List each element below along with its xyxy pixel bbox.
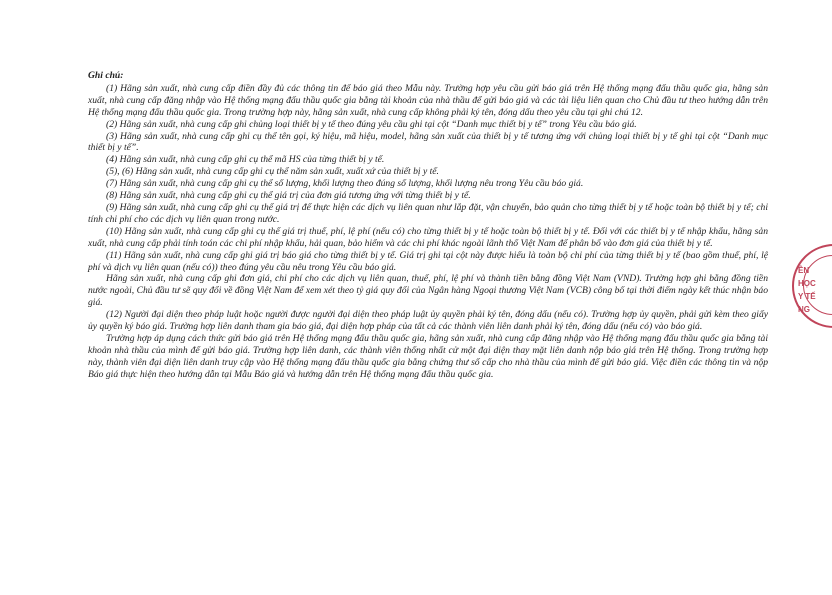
note-paragraph: (7) Hãng sản xuất, nhà cung cấp ghi cụ thể số lượng, khối lượng theo đúng số lượng, khối lượng nêu trong Yêu cầu báo giá. (106, 178, 584, 190)
note-paragraph: (9) Hãng sản xuất, nhà cung cấp ghi cụ thể giá trị để thực hiện các dịch vụ liên quan như lắp đặt, vận chuyển, bảo quản cho từng thiết bị y tế hoặc toàn bộ thiết bị y tế; chi tính chi phí cho các dịch vụ liên quan trong nước. (88, 201, 768, 225)
note-paragraph: (10) Hãng sản xuất, nhà cung cấp ghi cụ thể giá trị thuế, phí, lệ phí (nếu có) cho từng thiết bị y tế hoặc toàn bộ thiết bị y tế. Đối với các thiết bị y tế nhập khẩu, hãng sản xuất, nhà cung cấp phải tính toán các chi phí nhập khẩu, hải quan, bảo hiểm và các chi phí khác ngoài lãnh thổ Việt Nam để phân bổ vào đơn giá của thiết bị y tế. (88, 225, 768, 249)
note-paragraph: (2) Hãng sản xuất, nhà cung cấp ghi chủng loại thiết bị y tế theo đúng yêu cầu ghi tại cột “Danh mục thiết bị y tế” trong Yêu cầu báo giá. (106, 118, 637, 130)
red-seal-stamp (792, 244, 832, 328)
stamp-line: NG (798, 305, 810, 314)
stamp-text (798, 264, 828, 316)
stamp-line: HỌC (798, 279, 816, 288)
note-paragraph: (1) Hãng sản xuất, nhà cung cấp điền đầy đủ các thông tin để báo giá theo Mẫu này. Trường hợp yêu cầu gửi báo giá trên Hệ thống mạng đấu thầu quốc gia, hãng sản xuất, nhà cung cấp đăng nhập vào Hệ thống mạng đấu thầu quốc gia bằng tài khoản của nhà thầu để gửi báo giá và các tài liệu liên quan cho Chủ đầu tư theo hướng dẫn trên Hệ thống mạng đấu thầu quốc gia. Trong trường hợp này, hãng sản xuất, nhà cung cấp không phải ký tên, đóng dấu theo yêu cầu tại ghi chú 12. (88, 82, 768, 118)
note-paragraph: (8) Hãng sản xuất, nhà cung cấp ghi cụ thể giá trị của đơn giá tương ứng với từng thiết bị y tế. (106, 190, 471, 202)
stamp-line: Y TẾ (798, 292, 816, 301)
note-paragraph: Hãng sản xuất, nhà cung cấp ghi đơn giá, chi phí cho các dịch vụ liên quan, thuế, phí, lệ phí và thành tiền bằng đồng Việt Nam (VND). Trường hợp ghi bằng đồng tiền nước ngoài, Chủ đầu tư sẽ quy đổi về đồng Việt Nam để xem xét theo tỷ giá quy đổi của Ngân hàng Ngoại thương Việt Nam (VCB) công bố tại thời điểm ngày kết thúc nhận báo giá. (88, 273, 768, 309)
notes-title: Ghi chú: (88, 70, 124, 81)
stamp-line: ÊN (798, 266, 810, 275)
note-paragraph: (4) Hãng sản xuất, nhà cung cấp ghi cụ thể mã HS của từng thiết bị y tế. (106, 154, 385, 166)
note-paragraph: (12) Người đại diện theo pháp luật hoặc người được người đại diện theo pháp luật ủy quyền phải ký tên, đóng dấu (nếu có). Trường hợp ủy quyền, phải gửi kèm theo giấy ủy quyền ký báo giá. Trường hợp liên danh tham gia báo giá, đại diện hợp pháp của tất cả các thành viên liên danh phải ký tên, đóng dấu (nếu có) vào báo giá. (88, 309, 768, 333)
note-paragraph: Trường hợp áp dụng cách thức gửi báo giá trên Hệ thống mạng đấu thầu quốc gia, hãng sản xuất, nhà cung cấp đăng nhập vào Hệ thống mạng đấu thầu quốc gia bằng tài khoản nhà thầu của mình để gửi báo giá. Trường hợp liên danh, các thành viên thống nhất cử một đại diện thay mặt liên danh nộp báo giá trên Hệ thống. Trong trường hợp này, thành viên đại diện liên danh truy cập vào Hệ thống mạng đấu thầu quốc gia bằng chứng thư số cấp cho nhà thầu của mình để gửi báo giá. Việc điền các thông tin và nộp Báo giá thực hiện theo hướng dẫn tại Mẫu Báo giá và hướng dẫn trên Hệ thống mạng đấu thầu quốc gia. (88, 332, 768, 380)
note-paragraph: (3) Hãng sản xuất, nhà cung cấp ghi cụ thể tên gọi, ký hiệu, mã hiệu, model, hãng sản xuất của thiết bị y tế tương ứng với chủng loại thiết bị y tế ghi tại cột “Danh mục thiết bị y tế”. (88, 130, 768, 154)
notes-section (88, 70, 768, 381)
note-paragraph: (5), (6) Hãng sản xuất, nhà cung cấp ghi cụ thể năm sản xuất, xuất xứ của thiết bị y tế. (106, 166, 439, 178)
note-paragraph: (11) Hãng sản xuất, nhà cung cấp ghi giá trị báo giá cho từng thiết bị y tế. Giá trị ghi tại cột này được hiểu là toàn bộ chi phí của từng thiết bị y tế (bao gồm thuế, phí, lệ phí và dịch vụ liên quan (nếu có)) theo đúng yêu cầu nêu trong Yêu cầu báo giá. (88, 249, 768, 273)
